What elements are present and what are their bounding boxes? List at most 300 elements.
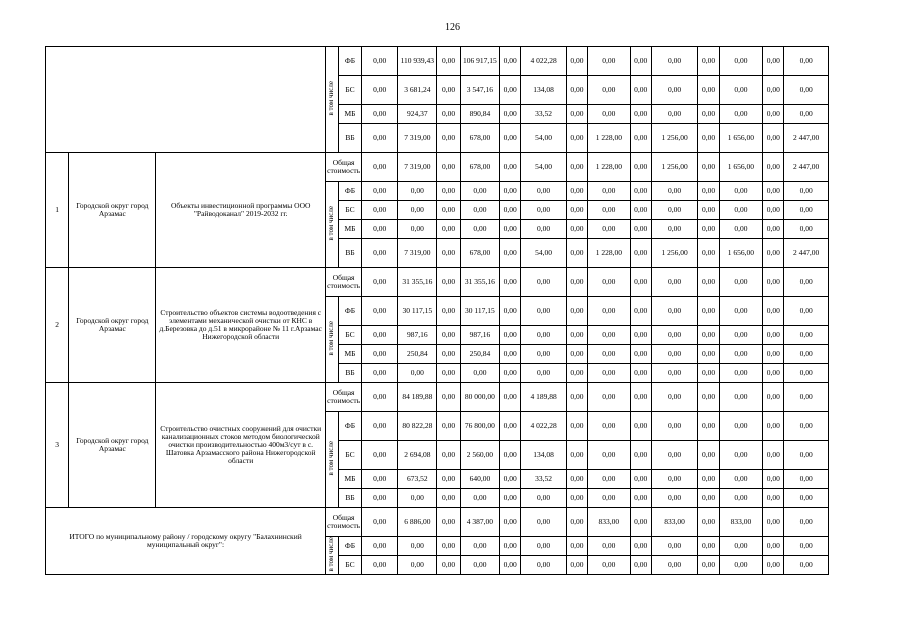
value-cell: 0,00	[362, 508, 398, 537]
value-cell: 0,00	[588, 297, 630, 326]
value-cell: 890,84	[460, 105, 499, 124]
value-cell: 0,00	[437, 508, 460, 537]
value-cell: 0,00	[362, 76, 398, 105]
funding-source-cell: БС	[338, 326, 361, 345]
value-cell: 0,00	[362, 364, 398, 383]
itogo-total-row	[46, 508, 880, 537]
value-cell: 0,00	[630, 76, 651, 105]
value-cell: 0,00	[437, 220, 460, 239]
value-cell: 0,00	[437, 364, 460, 383]
value-cell: 678,00	[460, 239, 499, 268]
value-cell: 1 656,00	[719, 239, 763, 268]
value-cell: 0,00	[437, 297, 460, 326]
in-that-number-label	[326, 297, 339, 383]
value-cell: 0,00	[651, 364, 698, 383]
funding-source-cell: ВБ	[338, 124, 361, 153]
in-that-number-text: в том числе	[327, 441, 336, 476]
page-number: 126	[445, 22, 460, 33]
value-cell: 0,00	[460, 182, 499, 201]
funding-source-cell: БС	[338, 201, 361, 220]
funding-source-cell: ФБ	[338, 182, 361, 201]
value-cell: 0,00	[630, 508, 651, 537]
value-cell: 0,00	[566, 364, 587, 383]
value-cell: 0,00	[698, 153, 719, 182]
value-cell: 106 917,15	[460, 47, 499, 76]
funding-source-cell: ВБ	[338, 489, 361, 508]
value-cell: 0,00	[500, 345, 521, 364]
value-cell: 0,00	[460, 489, 499, 508]
value-cell: 1 256,00	[651, 153, 698, 182]
value-cell: 0,00	[500, 124, 521, 153]
value-cell: 0,00	[362, 220, 398, 239]
value-cell: 1 656,00	[719, 124, 763, 153]
value-cell: 0,00	[398, 201, 437, 220]
value-cell: 2 447,00	[784, 239, 829, 268]
value-cell: 0,00	[566, 105, 587, 124]
value-cell: 31 355,16	[398, 268, 437, 297]
value-cell: 0,00	[521, 508, 567, 537]
funding-source-cell: ФБ	[338, 537, 361, 556]
in-that-number-text: в том числе	[327, 206, 336, 241]
value-cell: 0,00	[698, 105, 719, 124]
value-cell: 0,00	[763, 326, 784, 345]
value-cell: 0,00	[719, 47, 763, 76]
value-cell: 0,00	[763, 441, 784, 470]
value-cell: 0,00	[784, 508, 829, 537]
value-cell: 7 319,00	[398, 239, 437, 268]
value-cell: 0,00	[651, 76, 698, 105]
value-cell: 0,00	[500, 326, 521, 345]
object-total-row	[46, 268, 880, 297]
value-cell: 0,00	[437, 153, 460, 182]
value-cell: 0,00	[651, 105, 698, 124]
value-cell: 0,00	[719, 345, 763, 364]
value-cell: 0,00	[437, 326, 460, 345]
value-cell: 0,00	[784, 105, 829, 124]
object-total-row	[46, 153, 880, 182]
value-cell: 0,00	[362, 537, 398, 556]
value-cell: 0,00	[763, 268, 784, 297]
value-cell: 0,00	[521, 345, 567, 364]
value-cell: 1 228,00	[588, 124, 630, 153]
value-cell: 2 694,08	[398, 441, 437, 470]
value-cell: 0,00	[630, 105, 651, 124]
value-cell: 0,00	[500, 182, 521, 201]
value-cell: 0,00	[630, 124, 651, 153]
value-cell: 134,08	[521, 441, 567, 470]
value-cell: 0,00	[763, 297, 784, 326]
value-cell: 0,00	[500, 220, 521, 239]
value-cell: 0,00	[588, 412, 630, 441]
value-cell: 80 822,28	[398, 412, 437, 441]
value-cell: 0,00	[566, 383, 587, 412]
value-cell: 0,00	[651, 297, 698, 326]
total-cost-label: Общая стоимость	[326, 383, 362, 412]
value-cell: 0,00	[630, 556, 651, 575]
value-cell: 0,00	[719, 105, 763, 124]
value-cell: 0,00	[630, 364, 651, 383]
value-cell: 0,00	[784, 412, 829, 441]
value-cell: 0,00	[630, 182, 651, 201]
value-cell: 0,00	[588, 556, 630, 575]
value-cell: 0,00	[651, 220, 698, 239]
value-cell: 0,00	[698, 441, 719, 470]
value-cell: 0,00	[784, 489, 829, 508]
value-cell: 2 560,00	[460, 441, 499, 470]
value-cell: 0,00	[784, 537, 829, 556]
in-that-number-label	[326, 182, 339, 268]
value-cell: 7 319,00	[398, 124, 437, 153]
value-cell: 0,00	[698, 470, 719, 489]
value-cell: 0,00	[437, 76, 460, 105]
value-cell: 0,00	[651, 268, 698, 297]
value-cell: 0,00	[784, 220, 829, 239]
value-cell: 0,00	[698, 268, 719, 297]
value-cell: 0,00	[500, 297, 521, 326]
value-cell: 0,00	[630, 297, 651, 326]
value-cell: 0,00	[437, 239, 460, 268]
value-cell: 0,00	[566, 556, 587, 575]
value-cell: 0,00	[500, 441, 521, 470]
value-cell: 0,00	[698, 556, 719, 575]
value-cell: 0,00	[630, 470, 651, 489]
value-cell: 0,00	[651, 345, 698, 364]
value-cell: 4 022,28	[521, 412, 567, 441]
value-cell: 0,00	[362, 239, 398, 268]
value-cell: 0,00	[651, 412, 698, 441]
value-cell: 0,00	[588, 201, 630, 220]
value-cell: 0,00	[763, 364, 784, 383]
value-cell: 0,00	[630, 153, 651, 182]
object-total-row	[46, 383, 880, 412]
in-that-number-text: в том числе	[327, 537, 336, 572]
value-cell: 4 022,28	[521, 47, 567, 76]
value-cell: 0,00	[698, 124, 719, 153]
funding-source-cell: ФБ	[338, 412, 361, 441]
value-cell: 0,00	[763, 508, 784, 537]
value-cell: 0,00	[763, 556, 784, 575]
value-cell: 0,00	[500, 268, 521, 297]
value-cell: 0,00	[521, 182, 567, 201]
value-cell: 6 886,00	[398, 508, 437, 537]
value-cell: 0,00	[437, 47, 460, 76]
value-cell: 0,00	[362, 412, 398, 441]
value-cell: 0,00	[521, 201, 567, 220]
value-cell: 0,00	[763, 383, 784, 412]
value-cell: 30 117,15	[460, 297, 499, 326]
value-cell: 0,00	[698, 201, 719, 220]
value-cell: 33,52	[521, 105, 567, 124]
value-cell: 0,00	[588, 105, 630, 124]
value-cell: 0,00	[719, 76, 763, 105]
object-name: Строительство очистных сооружений для очистки канализационных стоков методом биологической очистки производительностью 400м3/сут в с. Шатовка Арзамасского района Нижегородской области	[156, 383, 326, 508]
value-cell: 0,00	[719, 441, 763, 470]
value-cell: 0,00	[437, 556, 460, 575]
value-cell: 0,00	[698, 508, 719, 537]
value-cell: 0,00	[566, 537, 587, 556]
funding-source-cell: ФБ	[338, 297, 361, 326]
value-cell: 0,00	[630, 383, 651, 412]
value-cell: 0,00	[588, 383, 630, 412]
value-cell: 0,00	[500, 153, 521, 182]
value-cell: 2 447,00	[784, 153, 829, 182]
value-cell: 0,00	[566, 220, 587, 239]
value-cell: 833,00	[651, 508, 698, 537]
value-cell: 0,00	[566, 47, 587, 76]
value-cell: 0,00	[719, 412, 763, 441]
value-cell: 0,00	[500, 239, 521, 268]
funding-source-cell: БС	[338, 76, 361, 105]
value-cell: 0,00	[521, 297, 567, 326]
value-cell: 4 387,00	[460, 508, 499, 537]
value-cell: 678,00	[460, 153, 499, 182]
value-cell: 0,00	[566, 297, 587, 326]
value-cell: 0,00	[362, 489, 398, 508]
value-cell: 0,00	[784, 297, 829, 326]
value-cell: 0,00	[588, 470, 630, 489]
value-cell: 0,00	[566, 76, 587, 105]
value-cell: 0,00	[630, 47, 651, 76]
value-cell: 0,00	[630, 537, 651, 556]
value-cell: 1 228,00	[588, 153, 630, 182]
value-cell: 1 656,00	[719, 153, 763, 182]
value-cell: 0,00	[566, 124, 587, 153]
value-cell: 3 547,16	[460, 76, 499, 105]
district-name: Городской округ город Арзамас	[69, 383, 156, 508]
value-cell: 0,00	[651, 489, 698, 508]
value-cell: 0,00	[784, 364, 829, 383]
value-cell: 134,08	[521, 76, 567, 105]
value-cell: 1 256,00	[651, 239, 698, 268]
value-cell: 0,00	[566, 470, 587, 489]
object-number: 2	[46, 268, 69, 383]
value-cell: 0,00	[588, 537, 630, 556]
value-cell: 0,00	[500, 47, 521, 76]
value-cell: 250,84	[460, 345, 499, 364]
itogo-label: ИТОГО по муниципальному району / городскому округу "Балахнинский муниципальный округ":	[46, 508, 326, 575]
funding-source-cell: МБ	[338, 220, 361, 239]
value-cell: 0,00	[784, 383, 829, 412]
value-cell: 80 000,00	[460, 383, 499, 412]
value-cell: 833,00	[588, 508, 630, 537]
value-cell: 0,00	[763, 239, 784, 268]
value-cell: 0,00	[362, 470, 398, 489]
value-cell: 0,00	[437, 383, 460, 412]
value-cell: 987,16	[398, 326, 437, 345]
value-cell: 0,00	[460, 201, 499, 220]
value-cell: 0,00	[566, 412, 587, 441]
value-cell: 0,00	[719, 364, 763, 383]
value-cell: 0,00	[784, 556, 829, 575]
table-row	[46, 47, 880, 76]
value-cell: 0,00	[719, 201, 763, 220]
value-cell: 0,00	[362, 47, 398, 76]
value-cell: 0,00	[588, 268, 630, 297]
value-cell: 0,00	[500, 556, 521, 575]
value-cell: 640,00	[460, 470, 499, 489]
value-cell: 0,00	[651, 47, 698, 76]
value-cell: 0,00	[398, 182, 437, 201]
value-cell: 987,16	[460, 326, 499, 345]
value-cell: 0,00	[719, 326, 763, 345]
value-cell: 0,00	[521, 364, 567, 383]
value-cell: 0,00	[500, 537, 521, 556]
object-name: Строительство объектов системы водоотведения с элементами механической очистки от КНС в д.Березовка до д.51 в микрорайоне № 11 г.Арзамас Нижегородской области	[156, 268, 326, 383]
value-cell: 54,00	[521, 153, 567, 182]
value-cell: 0,00	[437, 441, 460, 470]
value-cell: 0,00	[763, 201, 784, 220]
value-cell: 0,00	[630, 412, 651, 441]
value-cell: 0,00	[763, 47, 784, 76]
value-cell: 33,52	[521, 470, 567, 489]
value-cell: 0,00	[437, 182, 460, 201]
funding-source-cell: ВБ	[338, 364, 361, 383]
value-cell: 0,00	[500, 383, 521, 412]
value-cell: 0,00	[500, 364, 521, 383]
value-cell: 0,00	[437, 489, 460, 508]
value-cell: 110 939,43	[398, 47, 437, 76]
value-cell: 0,00	[437, 268, 460, 297]
value-cell: 0,00	[698, 537, 719, 556]
value-cell: 0,00	[784, 47, 829, 76]
value-cell: 0,00	[651, 470, 698, 489]
value-cell: 0,00	[566, 326, 587, 345]
value-cell: 0,00	[630, 201, 651, 220]
value-cell: 250,84	[398, 345, 437, 364]
value-cell: 0,00	[460, 537, 499, 556]
value-cell: 0,00	[588, 326, 630, 345]
value-cell: 0,00	[362, 201, 398, 220]
value-cell: 76 800,00	[460, 412, 499, 441]
funding-source-cell: МБ	[338, 470, 361, 489]
value-cell: 0,00	[566, 441, 587, 470]
value-cell: 0,00	[651, 556, 698, 575]
value-cell: 0,00	[398, 556, 437, 575]
value-cell: 0,00	[719, 489, 763, 508]
funding-source-cell: МБ	[338, 345, 361, 364]
funding-source-cell: МБ	[338, 105, 361, 124]
value-cell: 0,00	[763, 345, 784, 364]
district-name: Городской округ город Арзамас	[69, 153, 156, 268]
value-cell: 0,00	[566, 239, 587, 268]
value-cell: 833,00	[719, 508, 763, 537]
value-cell: 0,00	[651, 182, 698, 201]
value-cell: 0,00	[588, 220, 630, 239]
value-cell: 0,00	[698, 220, 719, 239]
value-cell: 0,00	[784, 201, 829, 220]
value-cell: 84 189,88	[398, 383, 437, 412]
value-cell: 0,00	[784, 268, 829, 297]
value-cell: 0,00	[763, 220, 784, 239]
value-cell: 0,00	[630, 345, 651, 364]
value-cell: 3 681,24	[398, 76, 437, 105]
value-cell: 0,00	[719, 556, 763, 575]
value-cell: 0,00	[763, 182, 784, 201]
value-cell: 0,00	[719, 268, 763, 297]
value-cell: 0,00	[784, 345, 829, 364]
value-cell: 0,00	[362, 383, 398, 412]
value-cell: 7 319,00	[398, 153, 437, 182]
value-cell: 30 117,15	[398, 297, 437, 326]
value-cell: 0,00	[719, 383, 763, 412]
value-cell: 0,00	[437, 470, 460, 489]
value-cell: 0,00	[566, 153, 587, 182]
value-cell: 0,00	[763, 124, 784, 153]
value-cell: 0,00	[698, 326, 719, 345]
value-cell: 0,00	[362, 182, 398, 201]
value-cell: 0,00	[437, 201, 460, 220]
funding-source-cell: ФБ	[338, 47, 361, 76]
funding-source-cell: БС	[338, 556, 361, 575]
value-cell: 0,00	[437, 105, 460, 124]
value-cell: 0,00	[763, 489, 784, 508]
value-cell: 0,00	[566, 201, 587, 220]
value-cell: 0,00	[566, 508, 587, 537]
value-cell: 0,00	[698, 297, 719, 326]
value-cell: 0,00	[698, 239, 719, 268]
value-cell: 0,00	[566, 182, 587, 201]
value-cell: 0,00	[651, 383, 698, 412]
value-cell: 0,00	[460, 220, 499, 239]
value-cell: 0,00	[630, 326, 651, 345]
value-cell: 54,00	[521, 239, 567, 268]
in-that-number-text: в том числе	[327, 81, 336, 116]
value-cell: 0,00	[784, 441, 829, 470]
value-cell: 0,00	[460, 364, 499, 383]
budget-table	[45, 46, 880, 575]
object-number: 1	[46, 153, 69, 268]
value-cell: 0,00	[362, 105, 398, 124]
total-cost-label: Общая стоимость	[326, 508, 362, 537]
value-cell: 0,00	[698, 383, 719, 412]
district-name: Городской округ город Арзамас	[69, 268, 156, 383]
value-cell: 0,00	[698, 412, 719, 441]
value-cell: 0,00	[500, 489, 521, 508]
value-cell: 673,52	[398, 470, 437, 489]
value-cell: 0,00	[500, 470, 521, 489]
value-cell: 0,00	[566, 268, 587, 297]
value-cell: 0,00	[698, 364, 719, 383]
value-cell: 0,00	[784, 182, 829, 201]
value-cell: 0,00	[719, 220, 763, 239]
value-cell: 0,00	[630, 441, 651, 470]
value-cell: 0,00	[763, 76, 784, 105]
value-cell: 0,00	[651, 326, 698, 345]
value-cell: 0,00	[719, 470, 763, 489]
in-that-number-text: в том числе	[327, 321, 336, 356]
value-cell: 0,00	[784, 326, 829, 345]
value-cell: 0,00	[362, 326, 398, 345]
value-cell: 678,00	[460, 124, 499, 153]
value-cell: 0,00	[566, 345, 587, 364]
value-cell: 0,00	[651, 537, 698, 556]
value-cell: 0,00	[500, 105, 521, 124]
total-cost-label: Общая стоимость	[326, 268, 362, 297]
value-cell: 0,00	[362, 556, 398, 575]
value-cell: 0,00	[521, 268, 567, 297]
object-name: Объекты инвестиционной программы ООО "Райводоканал" 2019-2032 гг.	[156, 153, 326, 268]
value-cell: 0,00	[651, 201, 698, 220]
funding-source-cell: ВБ	[338, 239, 361, 268]
value-cell: 0,00	[500, 76, 521, 105]
value-cell: 0,00	[460, 556, 499, 575]
value-cell: 0,00	[630, 489, 651, 508]
value-cell: 0,00	[362, 345, 398, 364]
value-cell: 0,00	[362, 297, 398, 326]
value-cell: 0,00	[362, 124, 398, 153]
value-cell: 0,00	[566, 489, 587, 508]
value-cell: 0,00	[630, 220, 651, 239]
